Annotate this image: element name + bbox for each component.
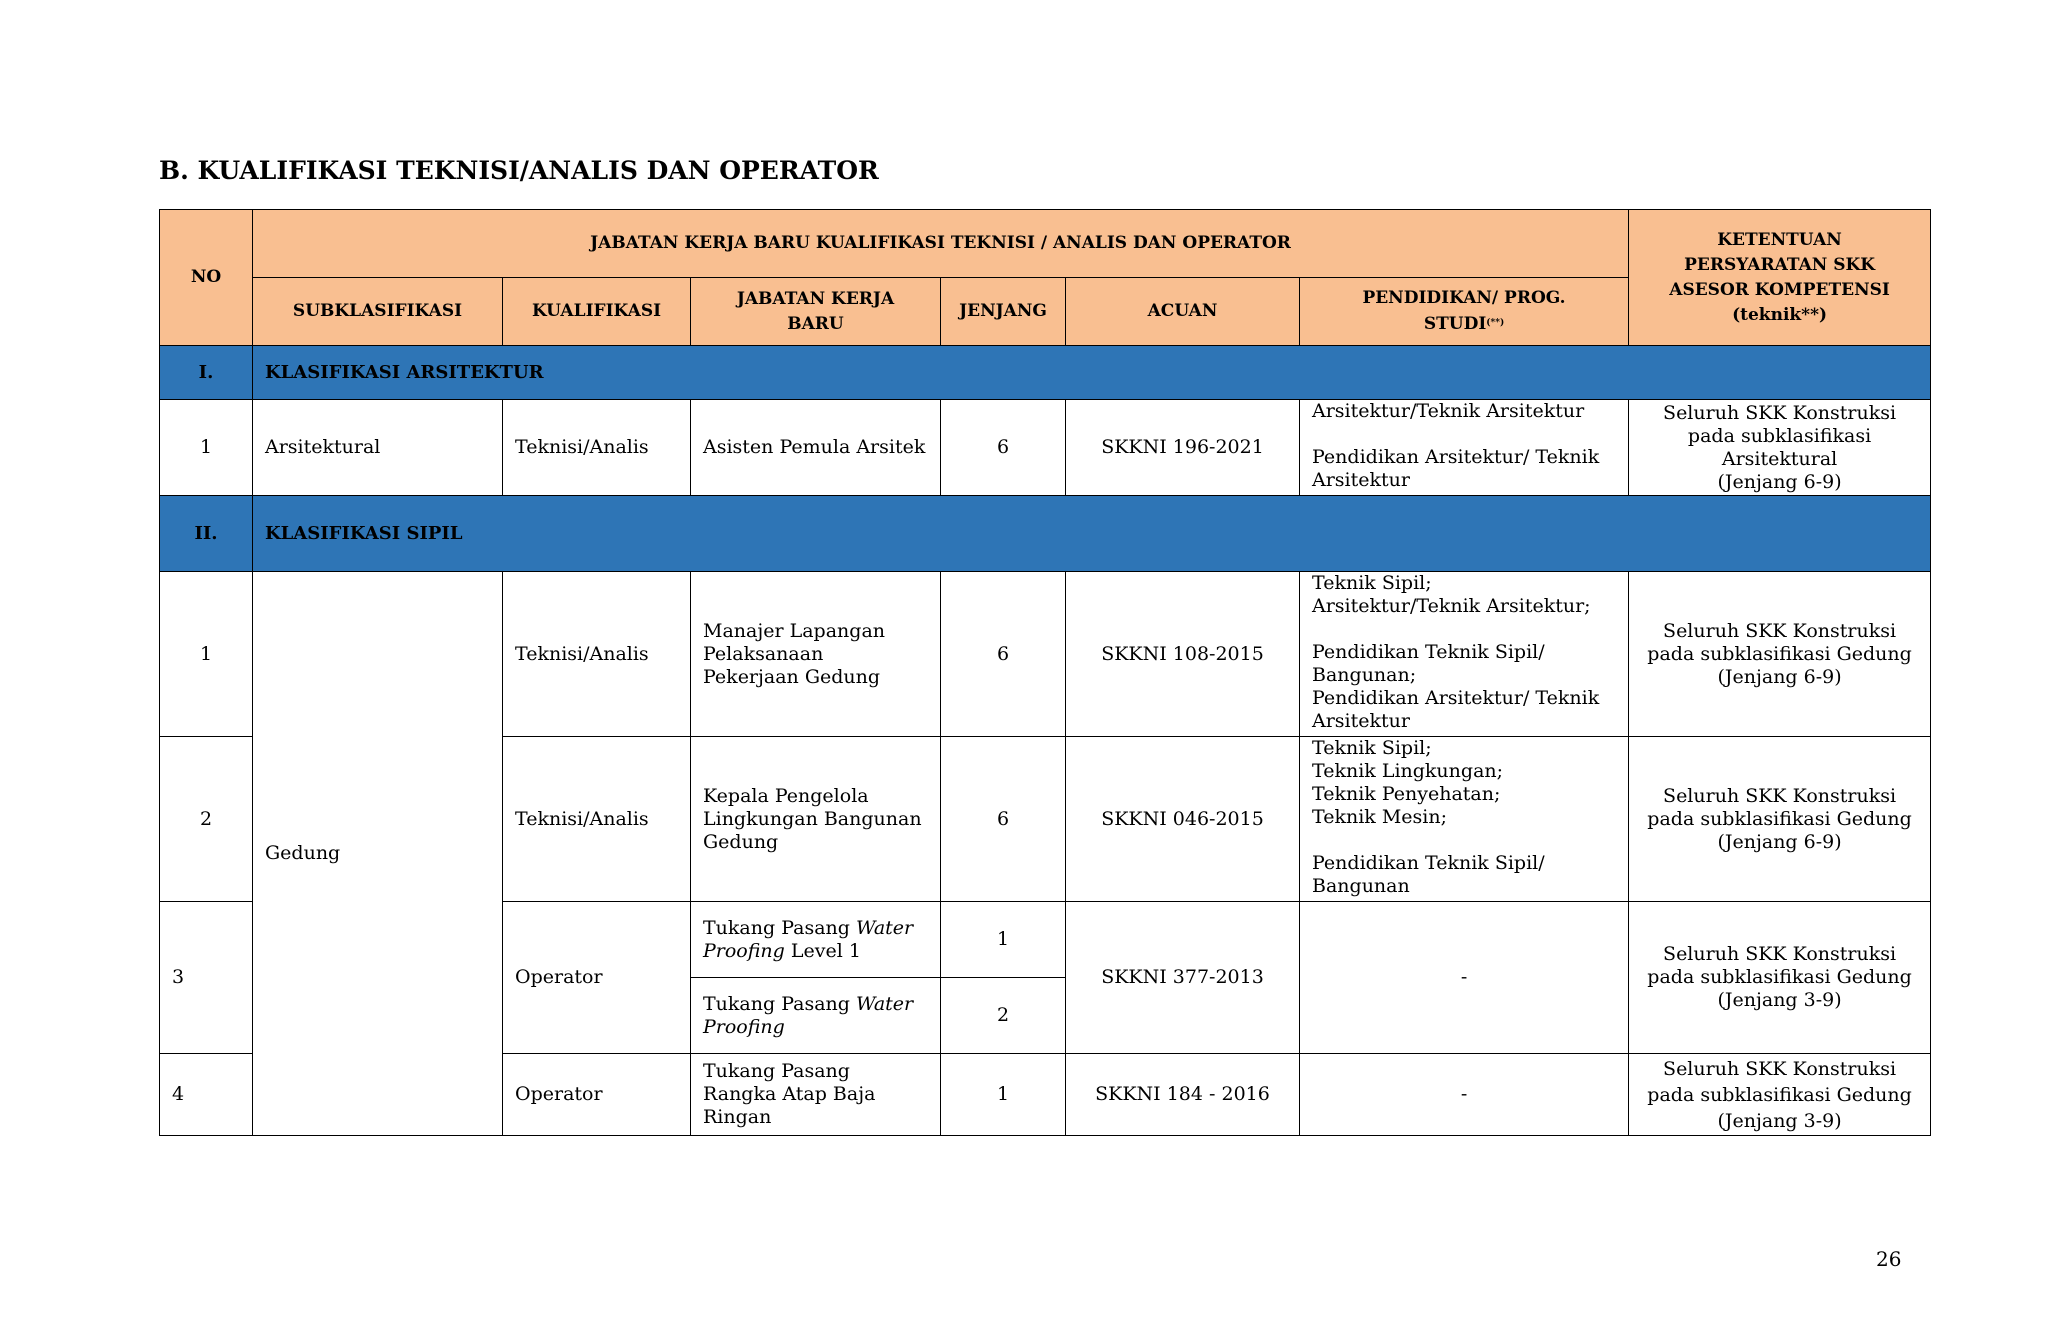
table-row: 1 Arsitektural Teknisi/Analis Asisten Pemula Arsitek 6 SKKNI 196-2021 Arsitektur/Teknik Arsitektur Pendidikan Arsitektur/ Teknik Arsitektur Seluruh SKK Konstruksi pada subklasifikasi Arsitektural (Jenjang 6-9): [160, 400, 1931, 496]
header-no: NO: [160, 210, 253, 346]
qualification-table: [159, 209, 1931, 1136]
page-number: 26: [1876, 1247, 1902, 1271]
table-row: 4 Operator Tukang Pasang Rangka Atap Baja Ringan 1 SKKNI 184 - 2016 - Seluruh SKK Konstruksi pada subklasifikasi Gedung (Jenjang 3-9): [160, 1054, 1931, 1136]
classification-name: KLASIFIKASI ARSITEKTUR: [253, 346, 1931, 400]
header-acuan: ACUAN: [1066, 278, 1300, 346]
section-title: B. KUALIFIKASI TEKNISI/ANALIS DAN OPERATOR: [159, 156, 879, 185]
header-jabatan: JABATAN KERJA BARU: [691, 278, 941, 346]
classification-row: [160, 346, 1931, 400]
header-subklasifikasi: SUBKLASIFIKASI: [253, 278, 503, 346]
classification-name: KLASIFIKASI SIPIL: [253, 496, 1931, 572]
header-kualifikasi: KUALIFIKASI: [503, 278, 691, 346]
classification-row: [160, 496, 1931, 572]
table-row: Tukang Pasang Water Proofing 2: [160, 978, 1931, 1054]
header-group: JABATAN KERJA BARU KUALIFIKASI TEKNISI / ANALIS DAN OPERATOR: [253, 210, 1629, 278]
classification-no: II.: [160, 496, 253, 572]
classification-no: I.: [160, 346, 253, 400]
header-requirements: KETENTUAN PERSYARATAN SKK ASESOR KOMPETENSI (teknik**): [1629, 210, 1931, 346]
table-row: 2 Teknisi/Analis Kepala Pengelola Lingkungan Bangunan Gedung 6 SKKNI 046-2015 Teknik Sipil; Teknik Lingkungan; Teknik Penyehatan; Teknik Mesin; Pendidikan Teknik Sipil/ Bangunan Seluruh SKK Konstruksi pada subklasifikasi Gedung (Jenjang 6-9): [160, 737, 1931, 902]
header-jenjang: JENJANG: [941, 278, 1066, 346]
subklasifikasi-gedung: Gedung: [253, 572, 503, 1136]
header-pendidikan: PENDIDIKAN/ PROG. STUDI(**): [1300, 278, 1629, 346]
table-row: 1 Gedung Teknisi/Analis Manajer Lapangan Pelaksanaan Pekerjaan Gedung 6 SKKNI 108-2015 Teknik Sipil; Arsitektur/Teknik Arsitektur; Pendidikan Teknik Sipil/ Bangunan; Pendidikan Arsitektur/ Teknik Arsitektur Seluruh SKK Konstruksi pada subklasifikasi Gedung (Jenjang 6-9): [160, 572, 1931, 737]
table-row: 3 Operator Tukang Pasang Water Proofing Level 1 1 SKKNI 377-2013 - Seluruh SKK Konstruksi pada subklasifikasi Gedung (Jenjang 3-9): [160, 902, 1931, 978]
